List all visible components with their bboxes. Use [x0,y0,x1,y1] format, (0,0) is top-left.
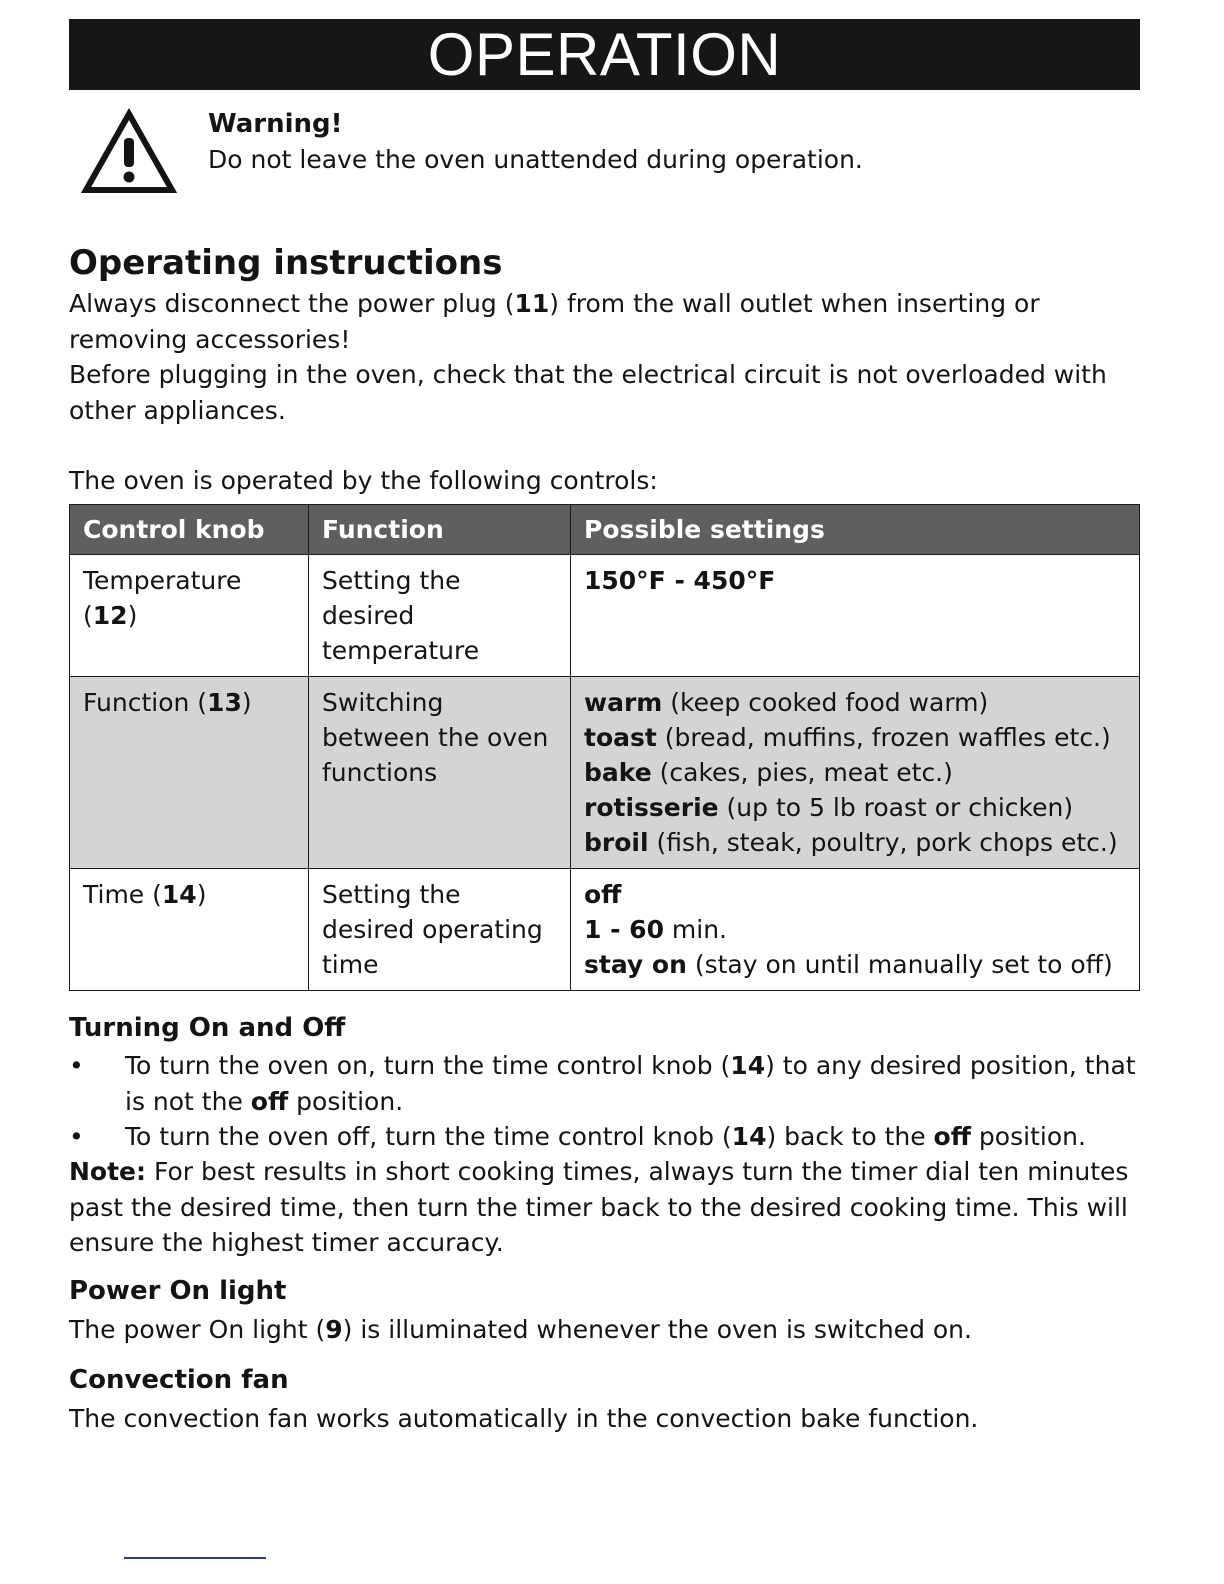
bullet-dot: • [69,1122,84,1151]
knob-cell: Temperature (12) [70,555,309,677]
knob-cell: Function (13) [70,677,309,869]
controls-intro: The oven is operated by the following controls: [69,466,658,495]
settings-cell [571,555,1140,677]
controls-table [69,504,1140,991]
function-cell: Setting the desired operating time [309,869,571,991]
convection-fan-heading: Convection fan [69,1365,289,1395]
convection-fan-text: The convection fan works automatically in the convection bake function. [69,1404,979,1433]
settings-cell [571,677,1140,869]
function-cell: Setting the desired temperature [309,555,571,677]
warning-text: Do not leave the oven unattended during operation. [208,145,863,174]
operating-instructions-heading: Operating instructions [69,243,503,283]
turning-bullet-list [69,1048,1144,1155]
function-cell: Switching between the oven functions [309,677,571,869]
setting-line: toast (bread, muffins, frozen waffles etc.) [584,723,1111,752]
list-item: • To turn the oven on, turn the time control knob (14) to any desired position, that is not the off position. [69,1048,1144,1119]
col-header-possible-settings: Possible settings [571,505,1140,555]
table-row [70,555,1140,677]
footer-rule [124,1557,266,1559]
setting-line: bake (cakes, pies, meat etc.) [584,758,953,787]
setting-line: broil (fish, steak, poultry, pork chops etc.) [584,828,1118,857]
bullet-dot: • [69,1051,84,1080]
table-row [70,869,1140,991]
setting-line: 1 - 60 min. [584,915,728,944]
circuit-overload-paragraph: Before plugging in the oven, check that the electrical circuit is not overloaded with other appliances. [69,360,1107,425]
setting-line: 150°F - 450°F [584,566,776,595]
table-row [70,677,1140,869]
table-header-row [70,505,1140,555]
warning-title: Warning! [208,109,343,139]
list-item: • To turn the oven off, turn the time control knob (14) back to the off position. [69,1119,1144,1155]
setting-line: stay on (stay on until manually set to off) [584,950,1113,979]
page-title: OPERATION [69,19,1140,90]
turning-on-off-heading: Turning On and Off [69,1013,346,1043]
timer-note: Note: For best results in short cooking times, always turn the timer dial ten minutes past the desired time, then turn the timer back to the desired cooking time. This will ensure the highest timer accuracy. [69,1157,1129,1257]
setting-line: off [584,880,622,909]
settings-cell [571,869,1140,991]
setting-line: warm (keep cooked food warm) [584,688,989,717]
power-on-light-heading: Power On light [69,1276,287,1306]
setting-line: rotisserie (up to 5 lb roast or chicken) [584,793,1074,822]
power-on-light-text: The power On light (9) is illuminated whenever the oven is switched on. [69,1315,972,1344]
col-header-control-knob: Control knob [70,505,309,555]
disconnect-plug-paragraph: Always disconnect the power plug (11) from the wall outlet when inserting or removing accessories! [69,289,1040,354]
knob-cell: Time (14) [70,869,309,991]
col-header-function: Function [309,505,571,555]
warning-triangle-icon [81,108,177,196]
